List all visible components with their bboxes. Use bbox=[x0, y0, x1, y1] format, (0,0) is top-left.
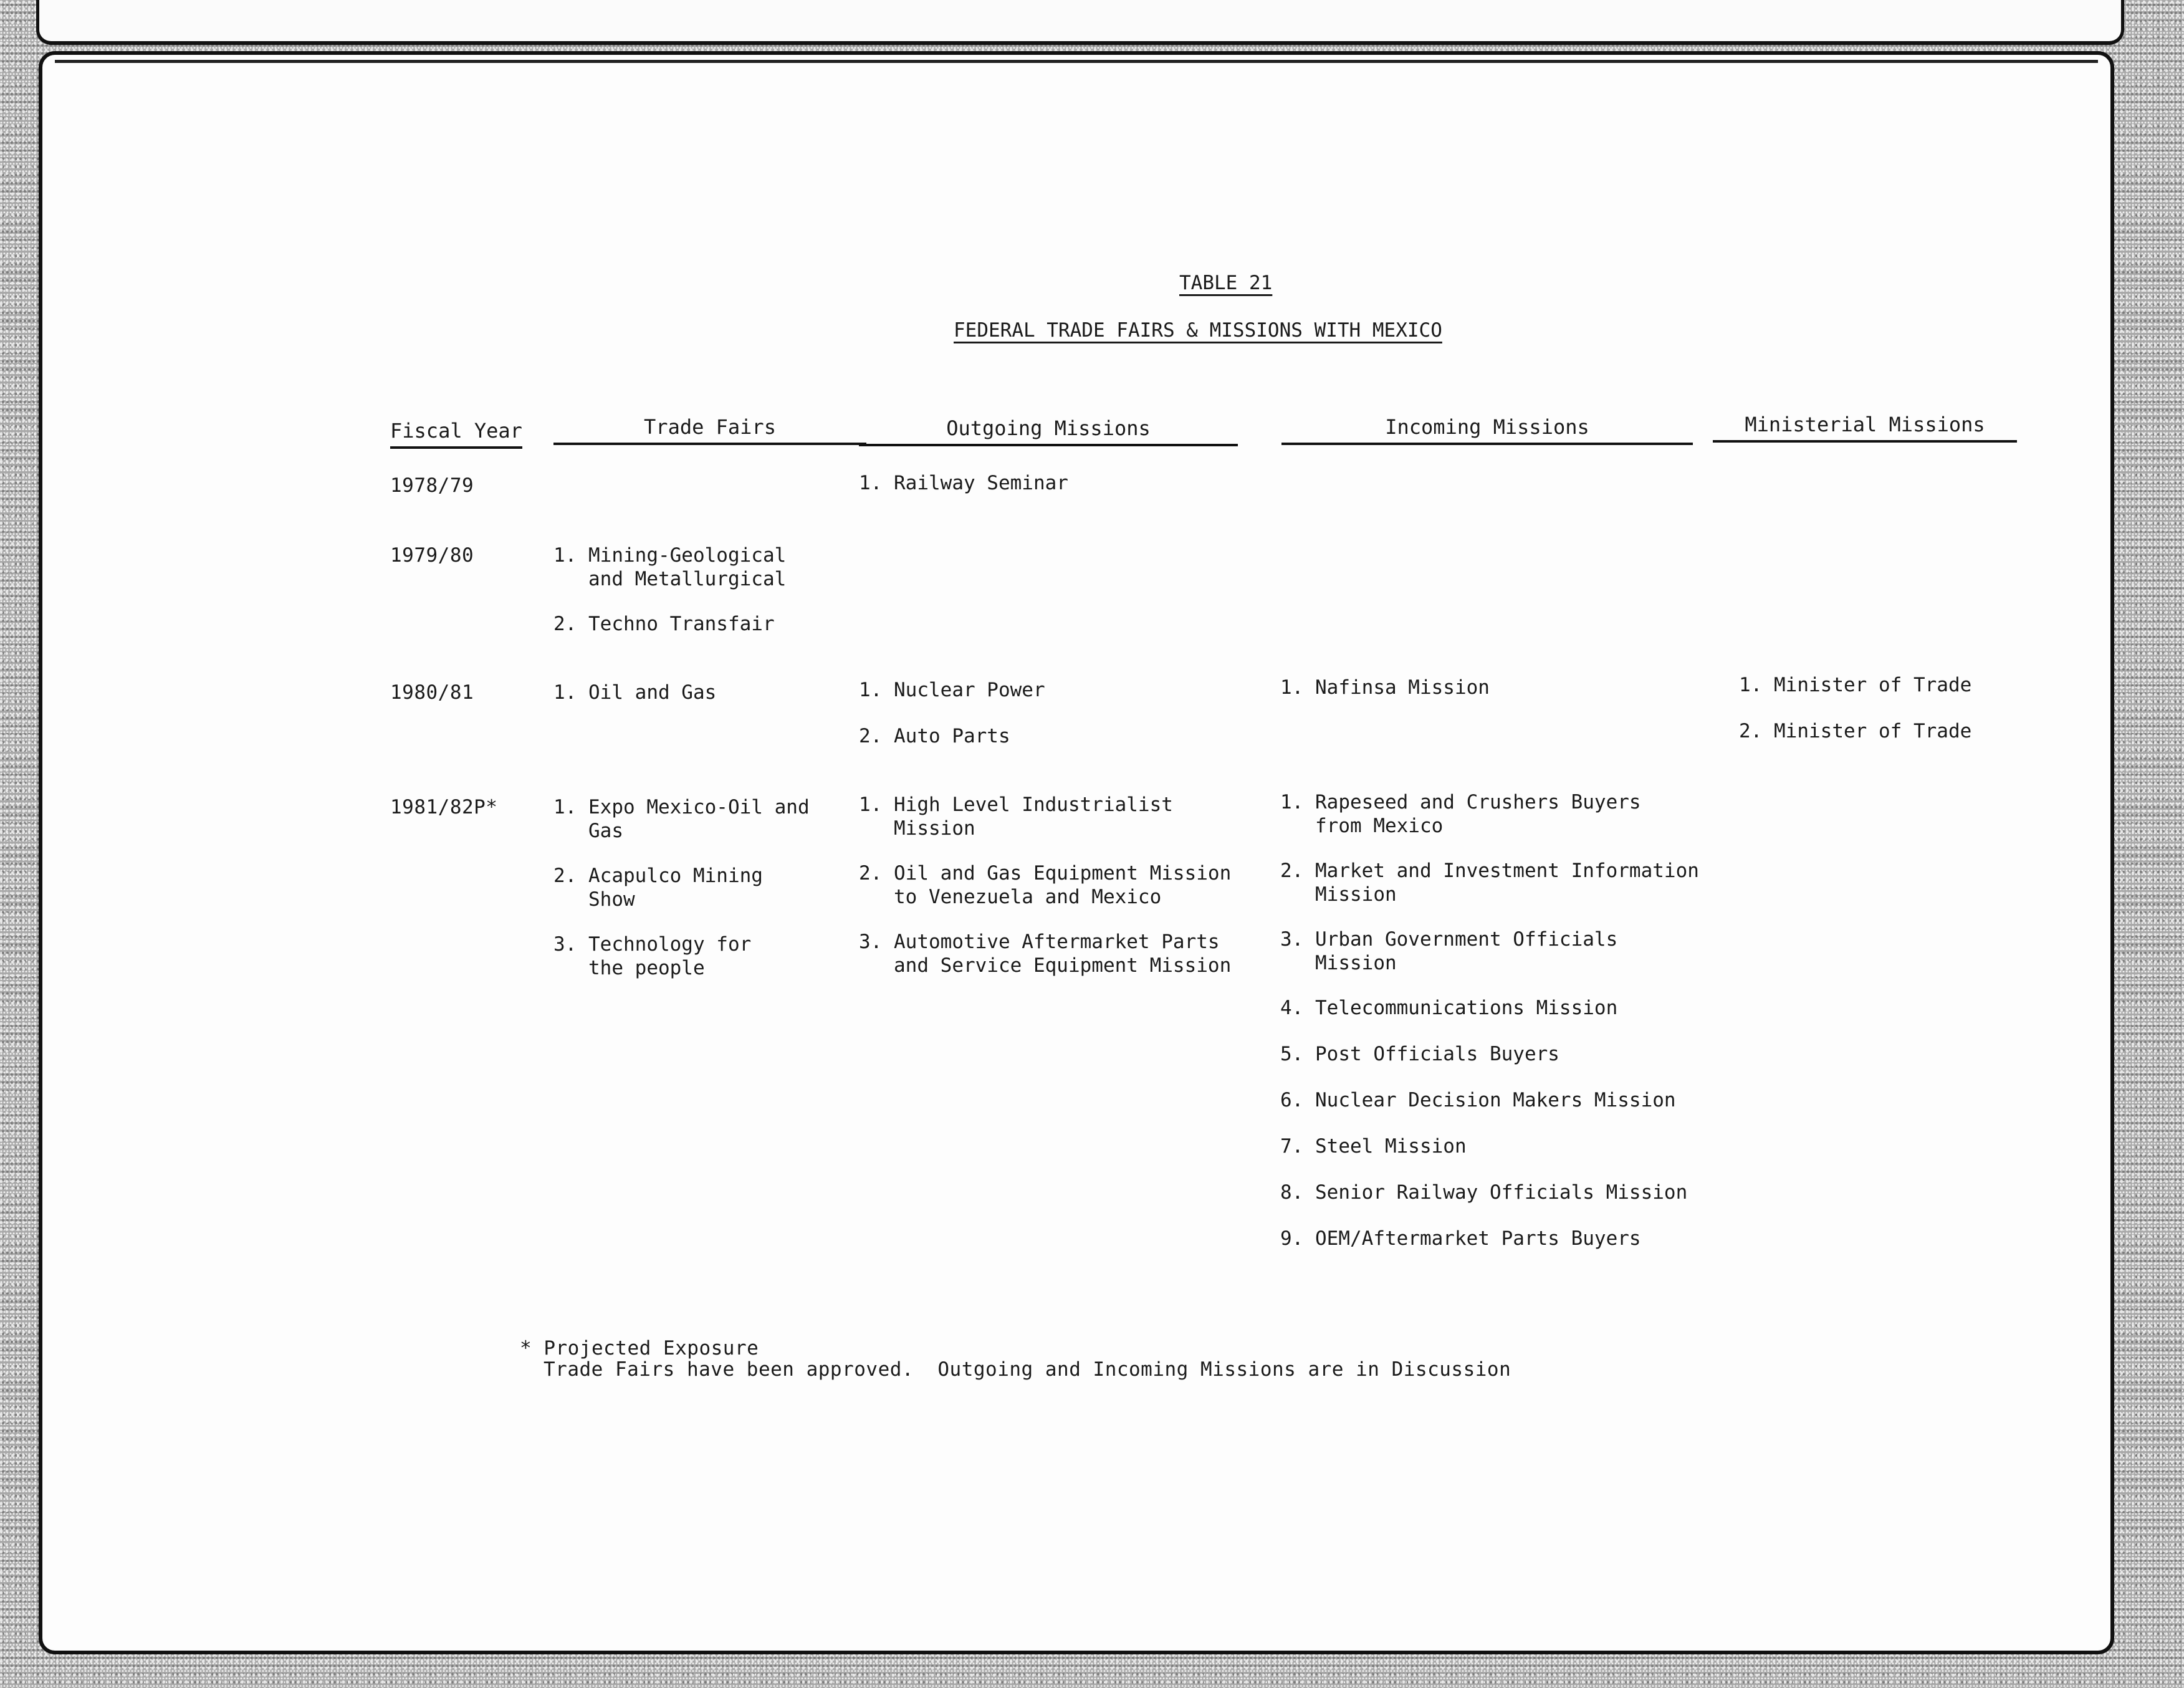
item-number: 1. bbox=[859, 679, 883, 701]
item-text: Nafinsa Mission bbox=[1315, 676, 1490, 699]
item-text: Oil and Gas Equipment Mission to Venezuela and Mexico bbox=[894, 862, 1232, 908]
item-number: 3. bbox=[859, 931, 883, 953]
item-text: High Level Industrialist Mission bbox=[894, 794, 1173, 840]
item-text: Rapeseed and Crushers Buyers from Mexico bbox=[1315, 791, 1641, 837]
ministerial-item bbox=[1739, 719, 1971, 743]
item-number: 1. bbox=[1280, 791, 1304, 813]
incoming-item bbox=[1280, 1134, 1467, 1158]
item-number: 2. bbox=[859, 725, 883, 747]
ministerial-item bbox=[1739, 673, 1971, 697]
item-text: Railway Seminar bbox=[894, 472, 1068, 494]
item-text: Minister of Trade bbox=[1774, 674, 1972, 696]
incoming-item bbox=[1280, 676, 1490, 699]
item-number: 2. bbox=[859, 862, 883, 885]
item-text: Steel Mission bbox=[1315, 1135, 1467, 1158]
trade-fairs-item bbox=[553, 795, 810, 843]
item-number: 2. bbox=[553, 865, 577, 887]
incoming-item bbox=[1280, 1181, 1687, 1204]
item-number: 1. bbox=[1280, 676, 1304, 699]
item-number: 5. bbox=[1280, 1043, 1304, 1065]
trade-fairs-item bbox=[553, 933, 751, 980]
header-fiscal-year: Fiscal Year bbox=[390, 419, 522, 449]
header-ministerial-missions: Ministerial Missions bbox=[1713, 413, 2017, 443]
incoming-item bbox=[1280, 859, 1699, 906]
header-outgoing-missions: Outgoing Missions bbox=[859, 416, 1238, 446]
item-number: 9. bbox=[1280, 1227, 1304, 1250]
item-number: 8. bbox=[1280, 1181, 1304, 1204]
item-number: 1. bbox=[553, 544, 577, 567]
item-number: 2. bbox=[1280, 860, 1304, 882]
table-label: TABLE 21 bbox=[1179, 272, 1273, 294]
document-page bbox=[39, 51, 2114, 1654]
fiscal-year-cell: 1981/82P* bbox=[390, 796, 498, 818]
item-number: 1. bbox=[553, 796, 577, 818]
item-text: Urban Government Officials Mission bbox=[1315, 928, 1618, 974]
item-number: 2. bbox=[553, 613, 577, 635]
item-text: Telecommunications Mission bbox=[1315, 997, 1618, 1019]
incoming-item bbox=[1280, 790, 1641, 838]
item-number: 6. bbox=[1280, 1089, 1304, 1111]
item-text: Nuclear Power bbox=[894, 679, 1045, 701]
outgoing-item bbox=[859, 861, 1231, 909]
item-text: Post Officials Buyers bbox=[1315, 1043, 1559, 1065]
item-number: 1. bbox=[859, 472, 883, 494]
header-incoming-missions: Incoming Missions bbox=[1281, 415, 1693, 445]
outgoing-item bbox=[859, 724, 1010, 748]
item-text: Oil and Gas bbox=[588, 681, 717, 704]
item-text: Technology for the people bbox=[588, 933, 752, 979]
trade-fairs-item bbox=[553, 864, 763, 911]
table-title: FEDERAL TRADE FAIRS & MISSIONS WITH MEXICO bbox=[954, 319, 1442, 342]
trade-fairs-item bbox=[553, 612, 775, 636]
header-trade-fairs: Trade Fairs bbox=[553, 415, 866, 445]
outgoing-item bbox=[859, 930, 1231, 977]
item-text: Mining-Geological and Metallurgical bbox=[588, 544, 787, 590]
incoming-item bbox=[1280, 1227, 1641, 1250]
item-text: Minister of Trade bbox=[1774, 720, 1972, 742]
incoming-item bbox=[1280, 996, 1617, 1020]
item-text: Techno Transfair bbox=[588, 613, 775, 635]
incoming-item bbox=[1280, 1042, 1559, 1066]
item-number: 1. bbox=[553, 681, 577, 704]
outgoing-item bbox=[859, 793, 1173, 840]
item-text: Expo Mexico-Oil and Gas bbox=[588, 796, 810, 842]
item-text: Automotive Aftermarket Parts and Service Equipment Mission bbox=[894, 931, 1232, 977]
fiscal-year-cell: 1979/80 bbox=[390, 544, 474, 567]
fiscal-year-cell: 1978/79 bbox=[390, 474, 474, 497]
item-text: Market and Investment Information Mission bbox=[1315, 860, 1699, 906]
item-number: 2. bbox=[1739, 720, 1763, 742]
previous-sheet-edge bbox=[36, 0, 2124, 45]
item-number: 1. bbox=[859, 794, 883, 816]
fiscal-year-cell: 1980/81 bbox=[390, 681, 474, 704]
item-text: Acapulco Mining Show bbox=[588, 865, 763, 911]
trade-fairs-item bbox=[553, 681, 716, 704]
trade-fairs-item bbox=[553, 544, 786, 591]
footnote-status: Trade Fairs have been approved. Outgoing and Incoming Missions are in Discussion bbox=[544, 1358, 1511, 1381]
outgoing-item bbox=[859, 678, 1045, 702]
item-text: Auto Parts bbox=[894, 725, 1010, 747]
outgoing-item bbox=[859, 471, 1068, 495]
item-number: 3. bbox=[553, 933, 577, 956]
item-number: 7. bbox=[1280, 1135, 1304, 1158]
incoming-item bbox=[1280, 928, 1617, 975]
item-number: 4. bbox=[1280, 997, 1304, 1019]
item-number: 1. bbox=[1739, 674, 1763, 696]
footnote-asterisk: * Projected Exposure bbox=[520, 1337, 759, 1360]
item-text: Nuclear Decision Makers Mission bbox=[1315, 1089, 1676, 1111]
incoming-item bbox=[1280, 1088, 1676, 1112]
item-text: OEM/Aftermarket Parts Buyers bbox=[1315, 1227, 1641, 1250]
item-number: 3. bbox=[1280, 928, 1304, 951]
item-text: Senior Railway Officials Mission bbox=[1315, 1181, 1688, 1204]
